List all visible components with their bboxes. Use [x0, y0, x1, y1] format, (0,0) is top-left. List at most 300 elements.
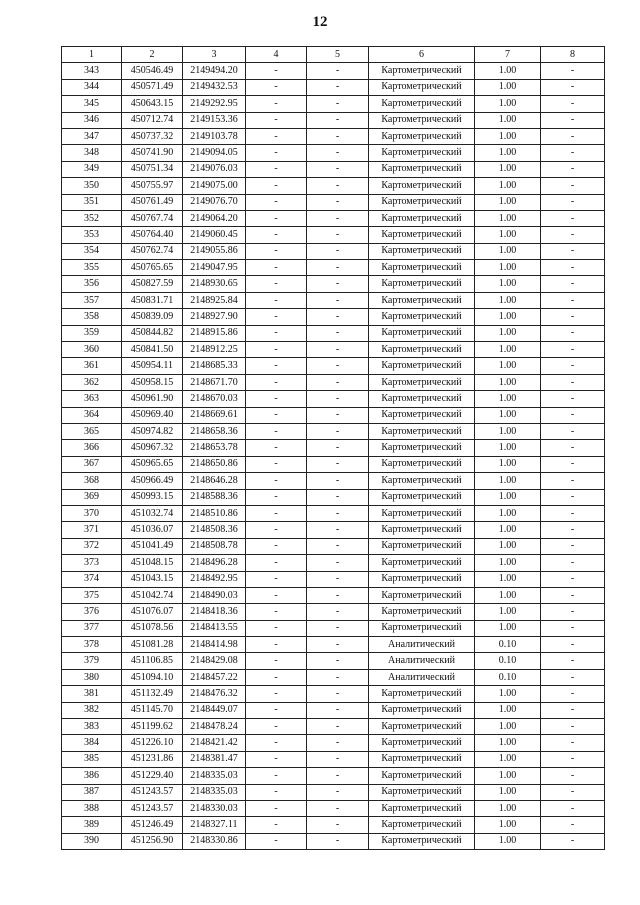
- y-coordinate-cell: 2148915.86: [183, 325, 246, 341]
- x-coordinate-cell: 451041.49: [122, 538, 183, 554]
- table-row: [62, 637, 605, 653]
- accuracy-cell: 1.00: [475, 571, 541, 587]
- point-number-cell: 375: [62, 587, 122, 603]
- method-cell: Картометрический: [369, 604, 475, 620]
- table-row: [62, 260, 605, 276]
- column-4-cell: -: [246, 79, 307, 95]
- column-8-cell: -: [541, 751, 605, 767]
- y-coordinate-cell: 2148478.24: [183, 719, 246, 735]
- accuracy-cell: 1.00: [475, 555, 541, 571]
- table-row: [62, 505, 605, 521]
- x-coordinate-cell: 451243.57: [122, 800, 183, 816]
- column-8-cell: -: [541, 243, 605, 259]
- point-number-cell: 377: [62, 620, 122, 636]
- point-number-cell: 349: [62, 161, 122, 177]
- table-body: [62, 63, 605, 850]
- method-cell: Картометрический: [369, 112, 475, 128]
- accuracy-cell: 0.10: [475, 653, 541, 669]
- column-4-cell: -: [246, 620, 307, 636]
- point-number-cell: 343: [62, 63, 122, 79]
- y-coordinate-cell: 2149292.95: [183, 96, 246, 112]
- column-4-cell: -: [246, 227, 307, 243]
- table-row: [62, 833, 605, 849]
- point-number-cell: 381: [62, 686, 122, 702]
- method-cell: Картометрический: [369, 489, 475, 505]
- column-4-cell: -: [246, 702, 307, 718]
- y-coordinate-cell: 2148646.28: [183, 473, 246, 489]
- point-number-cell: 345: [62, 96, 122, 112]
- method-cell: Картометрический: [369, 128, 475, 144]
- x-coordinate-cell: 450841.50: [122, 342, 183, 358]
- accuracy-cell: 1.00: [475, 194, 541, 210]
- column-8-cell: -: [541, 210, 605, 226]
- point-number-cell: 347: [62, 128, 122, 144]
- method-cell: Картометрический: [369, 391, 475, 407]
- point-number-cell: 389: [62, 817, 122, 833]
- column-4-cell: -: [246, 571, 307, 587]
- column-8-cell: -: [541, 96, 605, 112]
- column-4-cell: -: [246, 260, 307, 276]
- x-coordinate-cell: 450755.97: [122, 178, 183, 194]
- column-8-cell: -: [541, 637, 605, 653]
- y-coordinate-cell: 2149103.78: [183, 128, 246, 144]
- table-row: [62, 292, 605, 308]
- column-header: 3: [183, 47, 246, 63]
- point-number-cell: 369: [62, 489, 122, 505]
- column-8-cell: -: [541, 686, 605, 702]
- table-row: [62, 391, 605, 407]
- x-coordinate-cell: 451132.49: [122, 686, 183, 702]
- x-coordinate-cell: 451032.74: [122, 505, 183, 521]
- point-number-cell: 361: [62, 358, 122, 374]
- method-cell: Аналитический: [369, 637, 475, 653]
- table-row: [62, 423, 605, 439]
- column-header: 4: [246, 47, 307, 63]
- y-coordinate-cell: 2148912.25: [183, 342, 246, 358]
- method-cell: Картометрический: [369, 194, 475, 210]
- column-5-cell: -: [307, 456, 369, 472]
- method-cell: Картометрический: [369, 833, 475, 849]
- point-number-cell: 350: [62, 178, 122, 194]
- column-4-cell: -: [246, 489, 307, 505]
- y-coordinate-cell: 2148414.98: [183, 637, 246, 653]
- accuracy-cell: 0.10: [475, 637, 541, 653]
- column-5-cell: -: [307, 96, 369, 112]
- x-coordinate-cell: 451256.90: [122, 833, 183, 849]
- column-4-cell: -: [246, 161, 307, 177]
- column-header: 7: [475, 47, 541, 63]
- x-coordinate-cell: 451106.85: [122, 653, 183, 669]
- table-row: [62, 571, 605, 587]
- accuracy-cell: 1.00: [475, 358, 541, 374]
- point-number-cell: 371: [62, 522, 122, 538]
- accuracy-cell: 1.00: [475, 522, 541, 538]
- column-4-cell: -: [246, 407, 307, 423]
- accuracy-cell: 1.00: [475, 79, 541, 95]
- x-coordinate-cell: 450954.11: [122, 358, 183, 374]
- y-coordinate-cell: 2148335.03: [183, 768, 246, 784]
- point-number-cell: 355: [62, 260, 122, 276]
- y-coordinate-cell: 2149055.86: [183, 243, 246, 259]
- method-cell: Картометрический: [369, 620, 475, 636]
- accuracy-cell: 1.00: [475, 145, 541, 161]
- column-4-cell: -: [246, 817, 307, 833]
- column-8-cell: -: [541, 325, 605, 341]
- column-5-cell: -: [307, 489, 369, 505]
- column-4-cell: -: [246, 637, 307, 653]
- y-coordinate-cell: 2149064.20: [183, 210, 246, 226]
- column-5-cell: -: [307, 243, 369, 259]
- table-row: [62, 309, 605, 325]
- column-5-cell: -: [307, 358, 369, 374]
- method-cell: Картометрический: [369, 407, 475, 423]
- column-4-cell: -: [246, 440, 307, 456]
- y-coordinate-cell: 2148508.78: [183, 538, 246, 554]
- x-coordinate-cell: 451145.70: [122, 702, 183, 718]
- column-5-cell: -: [307, 194, 369, 210]
- x-coordinate-cell: 451078.56: [122, 620, 183, 636]
- table-row: [62, 653, 605, 669]
- accuracy-cell: 1.00: [475, 128, 541, 144]
- point-number-cell: 379: [62, 653, 122, 669]
- column-4-cell: -: [246, 833, 307, 849]
- column-8-cell: -: [541, 768, 605, 784]
- method-cell: Картометрический: [369, 63, 475, 79]
- column-4-cell: -: [246, 276, 307, 292]
- x-coordinate-cell: 450967.32: [122, 440, 183, 456]
- y-coordinate-cell: 2148418.36: [183, 604, 246, 620]
- point-number-cell: 366: [62, 440, 122, 456]
- method-cell: Картометрический: [369, 210, 475, 226]
- point-number-cell: 348: [62, 145, 122, 161]
- accuracy-cell: 1.00: [475, 833, 541, 849]
- accuracy-cell: 1.00: [475, 538, 541, 554]
- column-8-cell: -: [541, 440, 605, 456]
- column-4-cell: -: [246, 128, 307, 144]
- column-8-cell: -: [541, 161, 605, 177]
- column-4-cell: -: [246, 505, 307, 521]
- x-coordinate-cell: 450969.40: [122, 407, 183, 423]
- x-coordinate-cell: 450831.71: [122, 292, 183, 308]
- method-cell: Картометрический: [369, 145, 475, 161]
- method-cell: Картометрический: [369, 161, 475, 177]
- x-coordinate-cell: 450961.90: [122, 391, 183, 407]
- column-4-cell: -: [246, 96, 307, 112]
- y-coordinate-cell: 2148413.55: [183, 620, 246, 636]
- y-coordinate-cell: 2148335.03: [183, 784, 246, 800]
- x-coordinate-cell: 450827.59: [122, 276, 183, 292]
- point-number-cell: 390: [62, 833, 122, 849]
- y-coordinate-cell: 2148492.95: [183, 571, 246, 587]
- column-4-cell: -: [246, 686, 307, 702]
- y-coordinate-cell: 2148510.86: [183, 505, 246, 521]
- x-coordinate-cell: 450712.74: [122, 112, 183, 128]
- coordinates-table: [61, 46, 605, 850]
- column-8-cell: -: [541, 407, 605, 423]
- point-number-cell: 358: [62, 309, 122, 325]
- accuracy-cell: 1.00: [475, 391, 541, 407]
- point-number-cell: 363: [62, 391, 122, 407]
- x-coordinate-cell: 450974.82: [122, 423, 183, 439]
- x-coordinate-cell: 450751.34: [122, 161, 183, 177]
- x-coordinate-cell: 450844.82: [122, 325, 183, 341]
- accuracy-cell: 1.00: [475, 620, 541, 636]
- y-coordinate-cell: 2149432.53: [183, 79, 246, 95]
- x-coordinate-cell: 450965.65: [122, 456, 183, 472]
- table-row: [62, 604, 605, 620]
- method-cell: Картометрический: [369, 260, 475, 276]
- column-4-cell: -: [246, 292, 307, 308]
- accuracy-cell: 0.10: [475, 669, 541, 685]
- x-coordinate-cell: 451229.40: [122, 768, 183, 784]
- accuracy-cell: 1.00: [475, 178, 541, 194]
- column-4-cell: -: [246, 391, 307, 407]
- x-coordinate-cell: 451043.15: [122, 571, 183, 587]
- y-coordinate-cell: 2148588.36: [183, 489, 246, 505]
- column-5-cell: -: [307, 751, 369, 767]
- table-row: [62, 620, 605, 636]
- column-8-cell: -: [541, 489, 605, 505]
- table-row: [62, 522, 605, 538]
- method-cell: Картометрический: [369, 276, 475, 292]
- table-row: [62, 210, 605, 226]
- column-8-cell: -: [541, 342, 605, 358]
- y-coordinate-cell: 2148671.70: [183, 374, 246, 390]
- point-number-cell: 382: [62, 702, 122, 718]
- method-cell: Картометрический: [369, 571, 475, 587]
- y-coordinate-cell: 2148490.03: [183, 587, 246, 603]
- y-coordinate-cell: 2148429.08: [183, 653, 246, 669]
- point-number-cell: 357: [62, 292, 122, 308]
- method-cell: Картометрический: [369, 800, 475, 816]
- x-coordinate-cell: 451036.07: [122, 522, 183, 538]
- table-row: [62, 440, 605, 456]
- accuracy-cell: 1.00: [475, 817, 541, 833]
- column-5-cell: -: [307, 342, 369, 358]
- column-4-cell: -: [246, 653, 307, 669]
- point-number-cell: 384: [62, 735, 122, 751]
- table-row: [62, 276, 605, 292]
- column-4-cell: -: [246, 63, 307, 79]
- column-5-cell: -: [307, 309, 369, 325]
- table-row: [62, 227, 605, 243]
- x-coordinate-cell: 450765.65: [122, 260, 183, 276]
- column-4-cell: -: [246, 555, 307, 571]
- column-8-cell: -: [541, 702, 605, 718]
- accuracy-cell: 1.00: [475, 63, 541, 79]
- table-row: [62, 194, 605, 210]
- column-5-cell: -: [307, 145, 369, 161]
- accuracy-cell: 1.00: [475, 735, 541, 751]
- column-5-cell: -: [307, 686, 369, 702]
- x-coordinate-cell: 450737.32: [122, 128, 183, 144]
- method-cell: Картометрический: [369, 555, 475, 571]
- table-row: [62, 243, 605, 259]
- y-coordinate-cell: 2149060.45: [183, 227, 246, 243]
- column-4-cell: -: [246, 210, 307, 226]
- x-coordinate-cell: 450764.40: [122, 227, 183, 243]
- column-8-cell: -: [541, 260, 605, 276]
- column-header: 6: [369, 47, 475, 63]
- y-coordinate-cell: 2148653.78: [183, 440, 246, 456]
- table-row: [62, 669, 605, 685]
- column-8-cell: -: [541, 128, 605, 144]
- x-coordinate-cell: 451246.49: [122, 817, 183, 833]
- method-cell: Картометрический: [369, 342, 475, 358]
- column-header: 2: [122, 47, 183, 63]
- accuracy-cell: 1.00: [475, 768, 541, 784]
- column-8-cell: -: [541, 276, 605, 292]
- accuracy-cell: 1.00: [475, 292, 541, 308]
- accuracy-cell: 1.00: [475, 800, 541, 816]
- column-5-cell: -: [307, 63, 369, 79]
- column-5-cell: -: [307, 391, 369, 407]
- table-row: [62, 79, 605, 95]
- point-number-cell: 372: [62, 538, 122, 554]
- point-number-cell: 365: [62, 423, 122, 439]
- x-coordinate-cell: 450993.15: [122, 489, 183, 505]
- point-number-cell: 378: [62, 637, 122, 653]
- point-number-cell: 373: [62, 555, 122, 571]
- method-cell: Картометрический: [369, 751, 475, 767]
- column-4-cell: -: [246, 145, 307, 161]
- method-cell: Картометрический: [369, 587, 475, 603]
- table-row: [62, 686, 605, 702]
- column-4-cell: -: [246, 112, 307, 128]
- page-number: 12: [312, 14, 328, 30]
- accuracy-cell: 1.00: [475, 407, 541, 423]
- column-4-cell: -: [246, 423, 307, 439]
- table-row: [62, 112, 605, 128]
- method-cell: Картометрический: [369, 96, 475, 112]
- column-header: 1: [62, 47, 122, 63]
- x-coordinate-cell: 450839.09: [122, 309, 183, 325]
- column-5-cell: -: [307, 768, 369, 784]
- method-cell: Картометрический: [369, 243, 475, 259]
- column-4-cell: -: [246, 587, 307, 603]
- column-8-cell: -: [541, 358, 605, 374]
- column-8-cell: -: [541, 538, 605, 554]
- column-5-cell: -: [307, 473, 369, 489]
- point-number-cell: 359: [62, 325, 122, 341]
- table-row: [62, 768, 605, 784]
- y-coordinate-cell: 2148327.11: [183, 817, 246, 833]
- x-coordinate-cell: 450643.15: [122, 96, 183, 112]
- method-cell: Картометрический: [369, 79, 475, 95]
- column-4-cell: -: [246, 473, 307, 489]
- column-5-cell: -: [307, 817, 369, 833]
- method-cell: Картометрический: [369, 456, 475, 472]
- column-5-cell: -: [307, 571, 369, 587]
- method-cell: Картометрический: [369, 784, 475, 800]
- column-8-cell: -: [541, 505, 605, 521]
- column-5-cell: -: [307, 260, 369, 276]
- column-8-cell: -: [541, 833, 605, 849]
- column-4-cell: -: [246, 374, 307, 390]
- point-number-cell: 368: [62, 473, 122, 489]
- accuracy-cell: 1.00: [475, 276, 541, 292]
- table-row: [62, 178, 605, 194]
- table-row: [62, 473, 605, 489]
- x-coordinate-cell: 450767.74: [122, 210, 183, 226]
- column-4-cell: -: [246, 538, 307, 554]
- x-coordinate-cell: 451199.62: [122, 719, 183, 735]
- column-8-cell: -: [541, 374, 605, 390]
- column-4-cell: -: [246, 522, 307, 538]
- method-cell: Картометрический: [369, 374, 475, 390]
- point-number-cell: 367: [62, 456, 122, 472]
- column-4-cell: -: [246, 751, 307, 767]
- column-5-cell: -: [307, 653, 369, 669]
- point-number-cell: 374: [62, 571, 122, 587]
- table-row: [62, 342, 605, 358]
- point-number-cell: 370: [62, 505, 122, 521]
- accuracy-cell: 1.00: [475, 505, 541, 521]
- point-number-cell: 364: [62, 407, 122, 423]
- table-row: [62, 489, 605, 505]
- method-cell: Картометрический: [369, 423, 475, 439]
- accuracy-cell: 1.00: [475, 325, 541, 341]
- x-coordinate-cell: 451081.28: [122, 637, 183, 653]
- column-5-cell: -: [307, 522, 369, 538]
- column-4-cell: -: [246, 178, 307, 194]
- accuracy-cell: 1.00: [475, 751, 541, 767]
- column-5-cell: -: [307, 702, 369, 718]
- column-4-cell: -: [246, 342, 307, 358]
- point-number-cell: 353: [62, 227, 122, 243]
- column-5-cell: -: [307, 784, 369, 800]
- column-8-cell: -: [541, 227, 605, 243]
- method-cell: Картометрический: [369, 473, 475, 489]
- x-coordinate-cell: 451226.10: [122, 735, 183, 751]
- point-number-cell: 354: [62, 243, 122, 259]
- x-coordinate-cell: 451231.86: [122, 751, 183, 767]
- y-coordinate-cell: 2148650.86: [183, 456, 246, 472]
- column-8-cell: -: [541, 292, 605, 308]
- method-cell: Картометрический: [369, 178, 475, 194]
- column-8-cell: -: [541, 653, 605, 669]
- column-8-cell: -: [541, 735, 605, 751]
- accuracy-cell: 1.00: [475, 686, 541, 702]
- x-coordinate-cell: 451042.74: [122, 587, 183, 603]
- y-coordinate-cell: 2148457.22: [183, 669, 246, 685]
- method-cell: Картометрический: [369, 768, 475, 784]
- column-4-cell: -: [246, 604, 307, 620]
- accuracy-cell: 1.00: [475, 784, 541, 800]
- x-coordinate-cell: 451243.57: [122, 784, 183, 800]
- y-coordinate-cell: 2148927.90: [183, 309, 246, 325]
- table-row: [62, 800, 605, 816]
- table-row: [62, 325, 605, 341]
- method-cell: Картометрический: [369, 440, 475, 456]
- column-8-cell: -: [541, 620, 605, 636]
- column-8-cell: -: [541, 63, 605, 79]
- column-5-cell: -: [307, 604, 369, 620]
- y-coordinate-cell: 2149494.20: [183, 63, 246, 79]
- accuracy-cell: 1.00: [475, 719, 541, 735]
- point-number-cell: 360: [62, 342, 122, 358]
- column-5-cell: -: [307, 555, 369, 571]
- table-row: [62, 784, 605, 800]
- column-5-cell: -: [307, 735, 369, 751]
- x-coordinate-cell: 451094.10: [122, 669, 183, 685]
- method-cell: Аналитический: [369, 669, 475, 685]
- table-row: [62, 374, 605, 390]
- column-4-cell: -: [246, 243, 307, 259]
- method-cell: Картометрический: [369, 522, 475, 538]
- y-coordinate-cell: 2149153.36: [183, 112, 246, 128]
- column-8-cell: -: [541, 800, 605, 816]
